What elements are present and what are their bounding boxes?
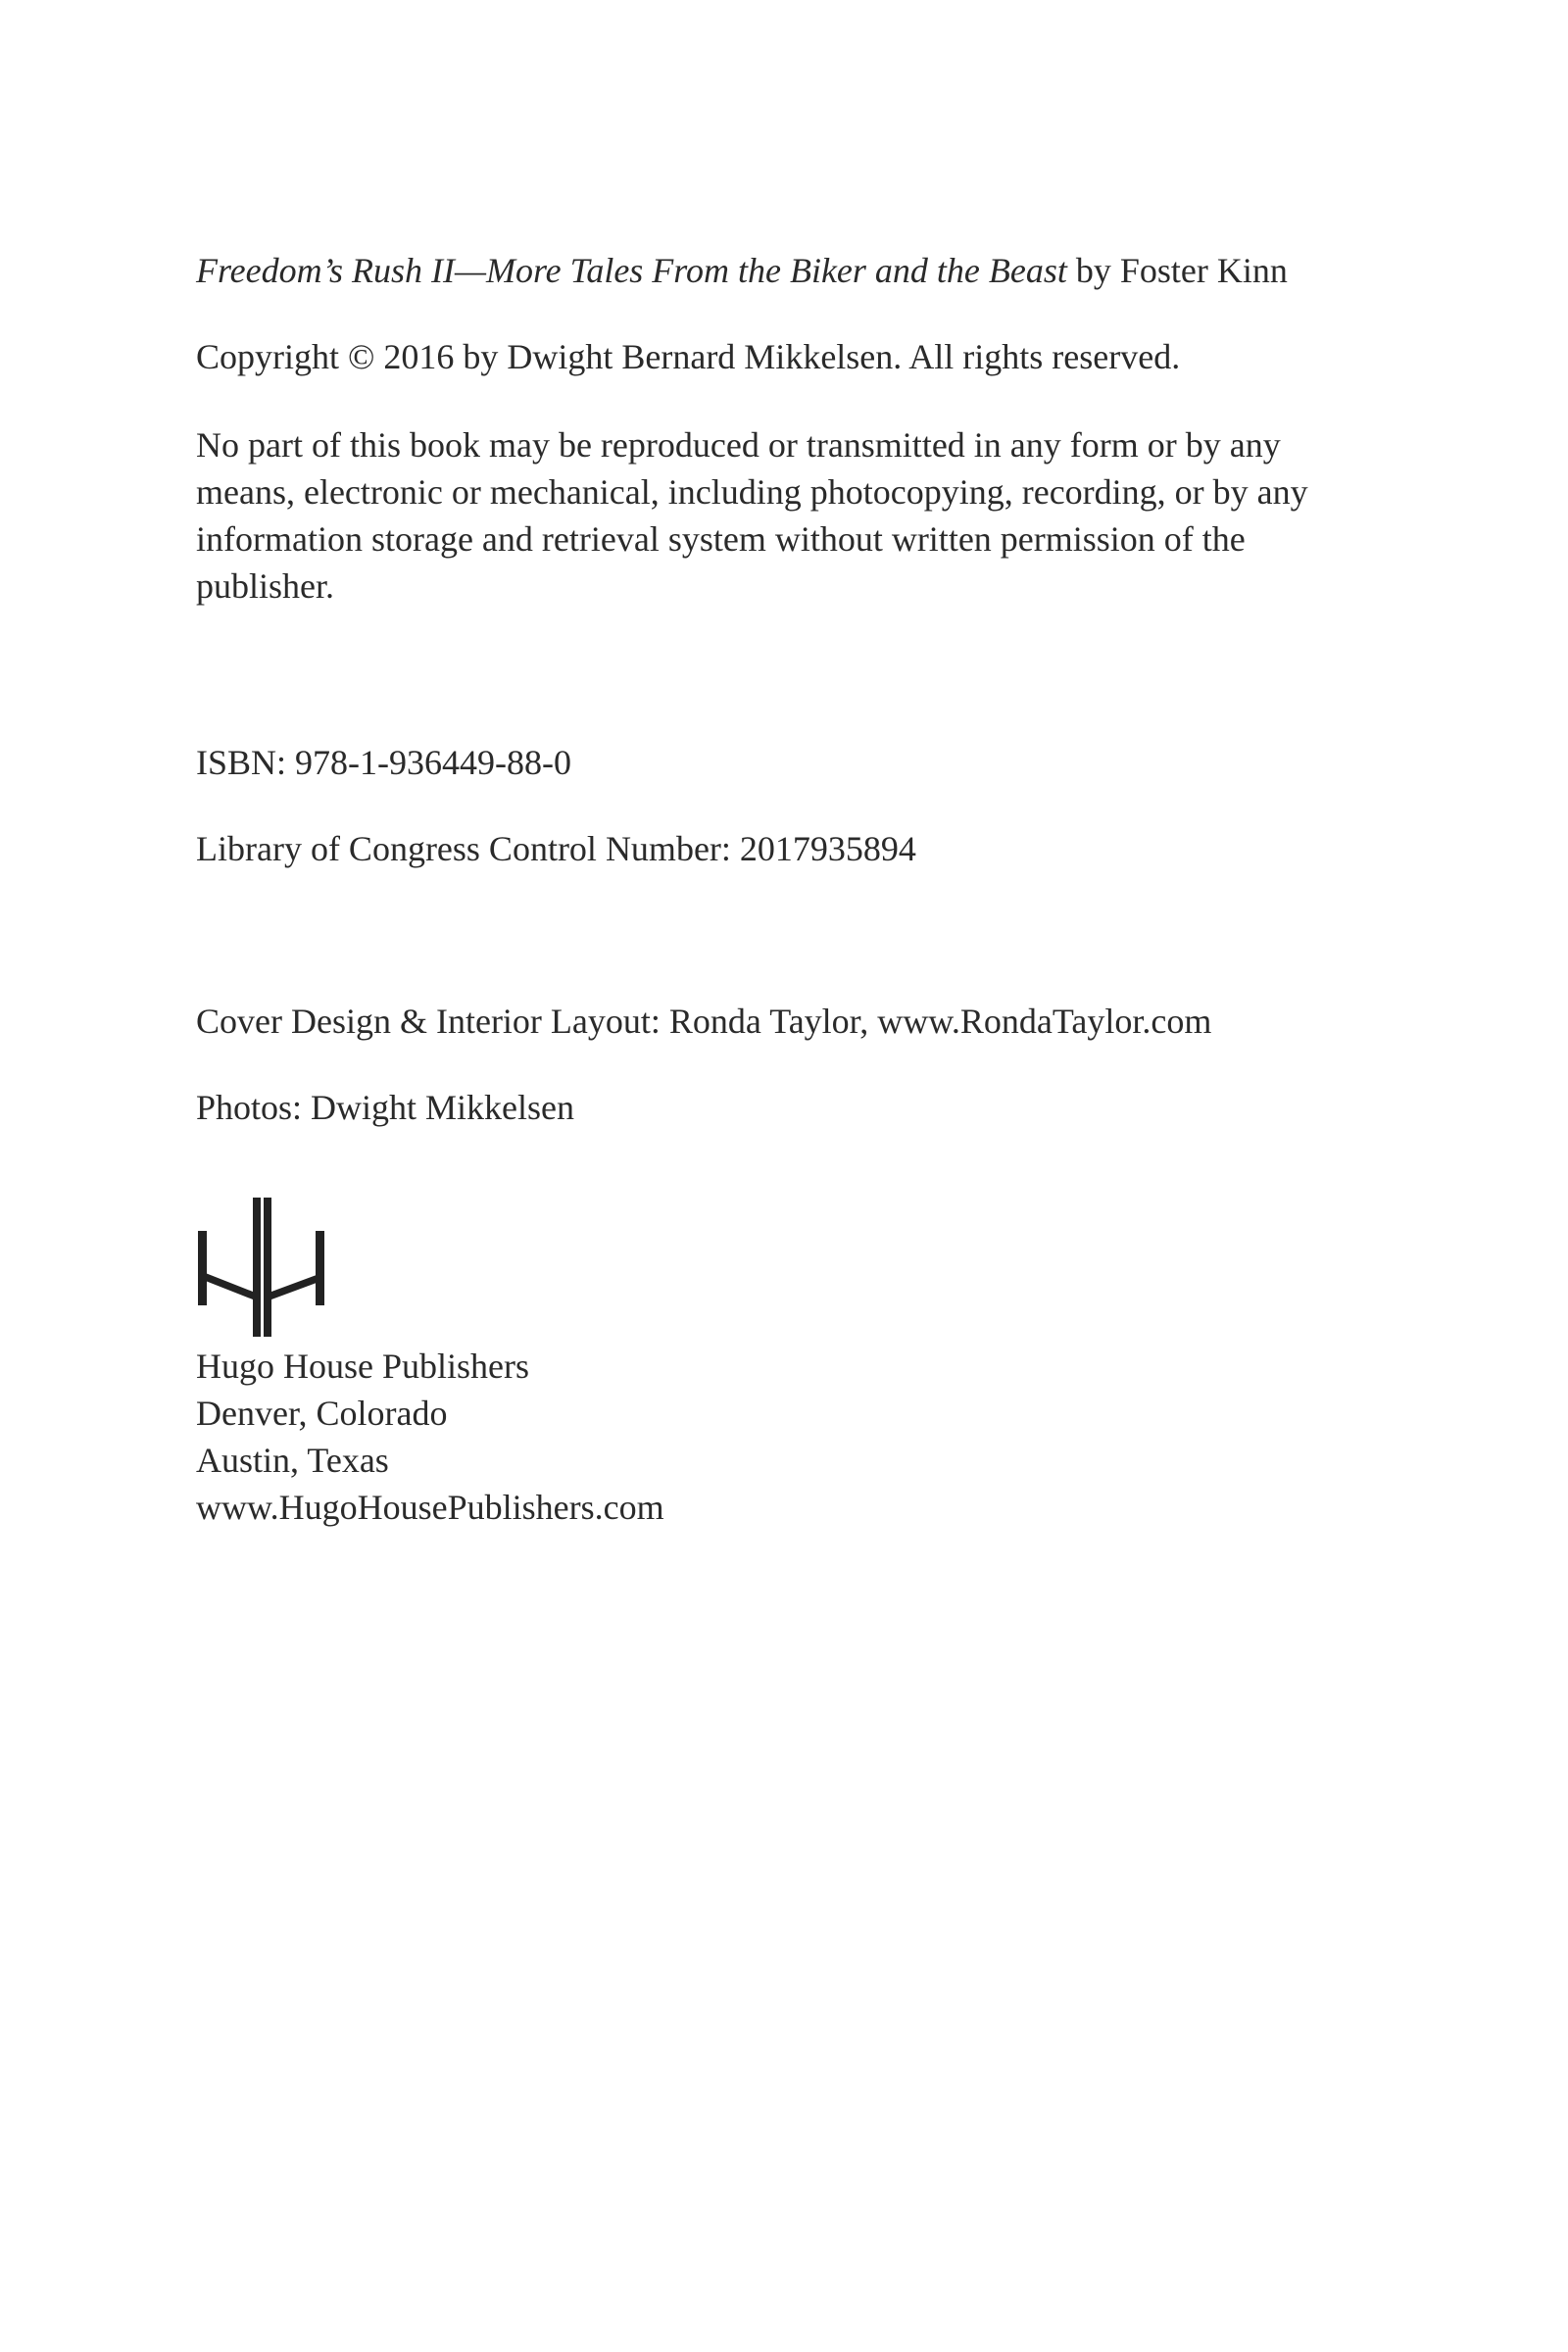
publisher-location-denver: Denver, Colorado xyxy=(196,1394,448,1433)
copyright-notice: Copyright © 2016 by Dwight Bernard Mikkelsen. All rights reserved. xyxy=(196,337,1181,376)
book-byline: by Foster Kinn xyxy=(1066,251,1288,290)
title-line xyxy=(196,247,1372,294)
photos-credit: Photos: Dwight Mikkelsen xyxy=(196,1088,575,1127)
rights-notice: No part of this book may be reproduced or transmitted in any form or by any means, electronic or mechanical, including photocopying, recording, or by any information storage and retrieval system without written permission of the publisher. xyxy=(196,425,1308,606)
isbn: ISBN: 978-1-936449-88-0 xyxy=(196,743,571,782)
hugo-house-logo-icon xyxy=(194,1198,331,1337)
cover-design-credit: Cover Design & Interior Layout: Ronda Taylor, www.RondaTaylor.com xyxy=(196,1002,1212,1041)
book-title: Freedom’s Rush II—More Tales From the Biker and the Beast xyxy=(196,251,1067,290)
publisher-website: www.HugoHousePublishers.com xyxy=(196,1488,664,1527)
publisher-name: Hugo House Publishers xyxy=(196,1347,529,1386)
lccn: Library of Congress Control Number: 2017935894 xyxy=(196,829,916,868)
publisher-location-austin: Austin, Texas xyxy=(196,1441,389,1480)
publisher-info xyxy=(196,1343,1078,1531)
